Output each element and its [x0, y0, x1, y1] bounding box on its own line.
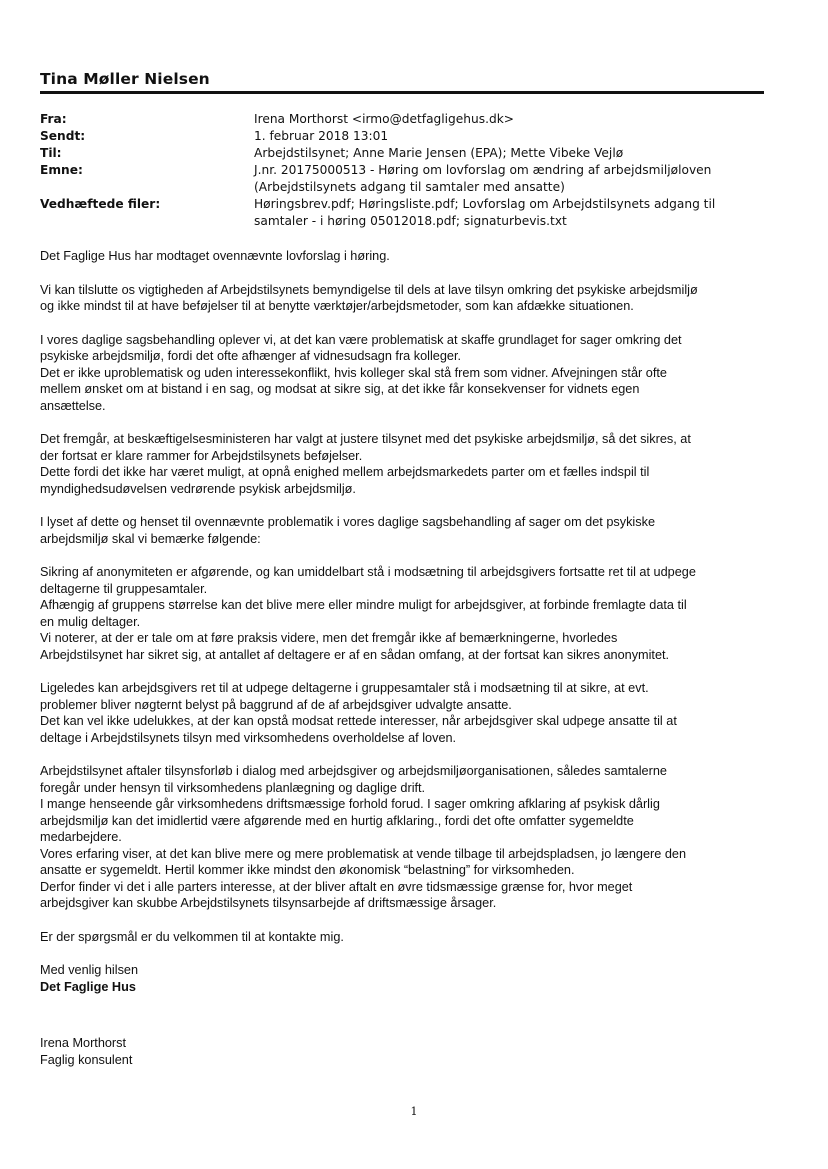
paragraph-employer-rights: [40, 680, 766, 746]
text-line: Sikring af anonymiteten er afgørende, og kan umiddelbart stå i modsætning til arbejdsgivers fortsatte ret til at udpege: [40, 565, 696, 579]
greeting: Med venlig hilsen: [40, 963, 139, 977]
header-divider: [40, 91, 764, 94]
signature-block: [40, 1035, 766, 1068]
paragraph-contact: [40, 929, 766, 946]
email-field-attachments: [40, 196, 764, 230]
email-header-block: [40, 111, 764, 230]
text-line: Det fremgår, at beskæftigelsesministeren har valgt at justere tilsynet med det psykiske arbejdsmiljø, så det sikres, at: [40, 432, 691, 446]
text-line: Arbejdstilsynet har sikret sig, at antallet af deltagere er af en sådan omfang, at der fortsat kan sikres anonymitet.: [40, 647, 670, 662]
letter-body: [40, 248, 766, 1068]
email-field-subject: [40, 162, 764, 196]
sender-title: Faglig konsulent: [40, 1052, 133, 1067]
email-field-sent: [40, 128, 764, 145]
text-line: problemer bliver nøgternt belyst på baggrund af de af arbejdsgiver udvalgte ansatte.: [40, 697, 512, 712]
text-line: Det er ikke uproblematisk og uden interessekonflikt, hvis kolleger skal stå frem som vidner. Afvejningen står ofte: [40, 365, 667, 380]
field-value: J.nr. 20175000513 - Høring om lovforslag om ændring af arbejdsmiljøloven (Arbejdstilsynets adgang til samtaler med ansatte): [254, 163, 712, 194]
field-value: Arbejdstilsynet; Anne Marie Jensen (EPA); Mette Vibeke Vejlø: [254, 146, 624, 160]
text-line: og ikke mindst til at have beføjelser til at benytte værktøjer/arbejdsmetoder, som kan afdække situationen.: [40, 299, 634, 313]
page-number: 1: [410, 1105, 418, 1118]
text-line: Vi noterer, at der er tale om at føre praksis videre, men det fremgår ikke af bemærkningerne, hvorledes: [40, 631, 618, 645]
text-line: Det Faglige Hus har modtaget ovennævnte lovforslag i høring.: [40, 249, 390, 263]
field-label: Emne:: [40, 163, 83, 177]
text-line: Derfor finder vi det i alle parters interesse, at der bliver aftalt en øvre tidsmæssige grænse for, hvor meget: [40, 879, 633, 894]
text-line: I lyset af dette og henset til ovennævnte problematik i vores daglige sagsbehandling af sager om det psykiske: [40, 515, 655, 529]
paragraph-experience: [40, 332, 766, 415]
sender-name: Irena Morthorst: [40, 1036, 127, 1050]
text-line: I vores daglige sagsbehandling oplever vi, at det kan være problematisk at skaffe grundlaget for sager omkring det: [40, 332, 682, 347]
text-line: en mulig deltager.: [40, 614, 141, 629]
text-line: Ligeledes kan arbejdsgivers ret til at udpege deltagerne i gruppesamtaler stå i modsætning til at sikre, at evt.: [40, 681, 649, 695]
field-label: Fra:: [40, 112, 67, 126]
paragraph-support: [40, 282, 766, 315]
text-line: Det kan vel ikke udelukkes, at der kan opstå modsat rettede interesser, når arbejdsgiver skal udpege ansatte til at: [40, 714, 677, 728]
text-line: Vores erfaring viser, at det kan blive mere og mere problematisk at vende tilbage til arbejdspladsen, jo længere den: [40, 846, 687, 861]
text-line: ansatte er sygemeldt. Hertil kommer ikke mindst den økonomisk “belastning” for virksomheden.: [40, 863, 575, 877]
text-line: Er der spørgsmål er du velkommen til at kontakte mig.: [40, 929, 344, 944]
paragraph-minister: [40, 431, 766, 497]
text-line: I mange henseende går virksomhedens driftsmæssige forhold forud. I sager omkring afklaring af psykisk dårlig: [40, 797, 660, 811]
text-line: Dette fordi det ikke har været muligt, at opnå enighed mellem arbejdsmarkedets parter om et fælles indspil til: [40, 465, 650, 479]
text-line: arbejdsmiljø kan det imidlertid være afgørende med en hurtig afklaring., fordi det ofte omfatter sygemeldte: [40, 813, 634, 828]
field-value: 1. februar 2018 13:01: [254, 129, 389, 143]
text-line: arbejdsgiver kan skubbe Arbejdstilsynets tilsynsarbejde af driftsmæssige årsager.: [40, 896, 497, 910]
document-owner-name: Tina Møller Nielsen: [40, 70, 210, 88]
text-line: Arbejdstilsynet aftaler tilsynsforløb i dialog med arbejdsgiver og arbejdsmiljøorganisationen, således samtalerne: [40, 764, 667, 778]
organization-name: Det Faglige Hus: [40, 979, 136, 994]
text-line: medarbejdere.: [40, 830, 122, 844]
email-field-to: [40, 145, 764, 162]
closing-block: [40, 962, 766, 1068]
text-line: Vi kan tilslutte os vigtigheden af Arbejdstilsynets bemyndigelse til dels at lave tilsyn omkring det psykiske arbejdsmiljø: [40, 282, 698, 297]
field-label: Til:: [40, 146, 62, 160]
text-line: psykiske arbejdsmiljø, fordi det ofte afhænger af vidnesudsagn fra kolleger.: [40, 349, 462, 363]
text-line: ansættelse.: [40, 398, 106, 413]
text-line: foregår under hensyn til virksomhedens planlægning og daglige drift.: [40, 780, 426, 795]
text-line: der fortsat er klare rammer for Arbejdstilsynets beføjelser.: [40, 448, 363, 463]
field-value: Høringsbrev.pdf; Høringsliste.pdf; Lovforslag om Arbejdstilsynets adgang til samtaler - i høring 05012018.pdf; signaturbevis.txt: [254, 197, 716, 228]
text-line: myndighedsudøvelsen vedrørende psykisk arbejdsmiljø.: [40, 481, 356, 496]
text-line: Afhængig af gruppens størrelse kan det blive mere eller mindre muligt for arbejdsgiver, at forbinde fremlagte data til: [40, 598, 687, 612]
paragraph-intro: [40, 248, 766, 265]
email-field-from: [40, 111, 764, 128]
text-line: deltage i Arbejdstilsynets tilsyn med virksomhedens overholdelse af loven.: [40, 730, 457, 745]
paragraph-inspection-timing: [40, 763, 766, 912]
paragraph-remarks-intro: [40, 514, 766, 547]
field-value: Irena Morthorst <irmo@detfagligehus.dk>: [254, 112, 514, 126]
paragraph-anonymity: [40, 564, 766, 663]
text-line: deltagerne til gruppesamtaler.: [40, 581, 208, 596]
text-line: mellem ønsket om at bistand i en sag, og modsat at sikre sig, at det ikke får konsekvenser for vidnets egen: [40, 382, 640, 396]
text-line: arbejdsmiljø skal vi bemærke følgende:: [40, 531, 261, 546]
field-label: Sendt:: [40, 129, 86, 143]
field-label: Vedhæftede filer:: [40, 197, 161, 211]
